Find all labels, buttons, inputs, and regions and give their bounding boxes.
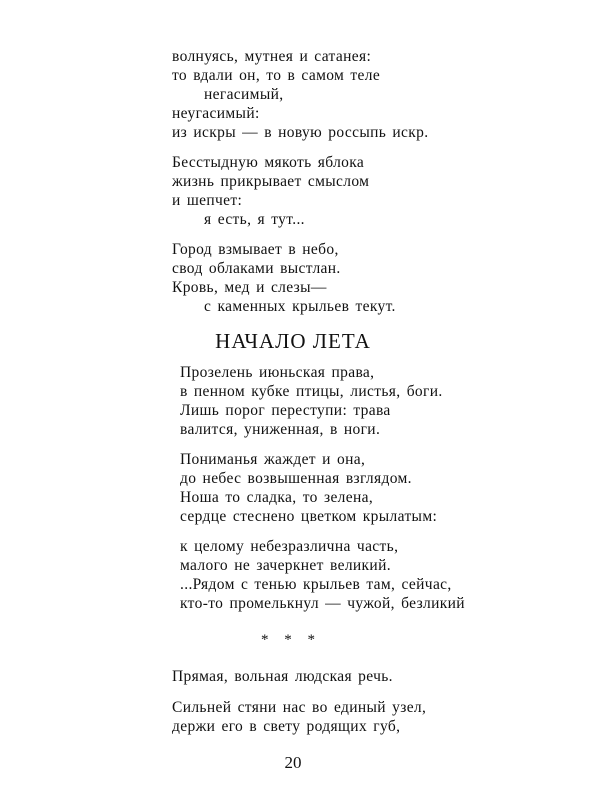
verse-line: Кровь, мед и слезы— (172, 279, 327, 296)
verse-line: Бесстыдную мякоть яблока (172, 154, 365, 171)
verse-line: Прозелень июньская права, (180, 364, 375, 381)
verse-line: сердце стеснено цветком крылатым: (180, 508, 438, 525)
verse-line: ...Рядом с тенью крыльев там, сейчас, (180, 576, 452, 593)
verse-line: негасимый, (204, 86, 284, 103)
verse-line: с каменных крыльев текут. (204, 298, 396, 315)
verse-line: кто-то промелькнул — чужой, безликий (180, 595, 465, 612)
verse-line: неугасимый: (172, 105, 260, 122)
verse-line: Город взмывает в небо, (172, 241, 339, 258)
verse-line: Ноша то сладка, то зелена, (180, 489, 374, 506)
verse-line: в пенном кубке птицы, листья, боги. (180, 383, 443, 400)
verse-line: Лишь порог переступи: трава (180, 402, 391, 419)
verse-line: Сильней стяни нас во единый узел, (172, 699, 427, 716)
section-separator: * * * (261, 632, 321, 648)
verse-line: волнуясь, мутнея и сатанея: (172, 48, 372, 65)
verse-line: к целому небезразлична часть, (180, 538, 399, 555)
verse-line: до небес возвышенная взглядом. (180, 470, 412, 487)
verse-line: свод облаками выстлан. (172, 260, 341, 277)
verse-line: Пониманья жаждет и она, (180, 451, 366, 468)
verse-line: из искры — в новую россыпь искр. (172, 124, 429, 141)
verse-line: жизнь прикрывает смыслом (172, 173, 370, 190)
poem-title: НАЧАЛО ЛЕТА (215, 329, 371, 353)
verse-line: то вдали он, то в самом теле (172, 67, 381, 84)
verse-line: Прямая, вольная людская речь. (172, 668, 393, 685)
verse-line: и шепчет: (172, 192, 243, 209)
verse-line: я есть, я тут... (204, 211, 305, 228)
verse-line: держи его в свету родящих губ, (172, 718, 401, 735)
verse-line: валится, униженная, в ноги. (180, 421, 381, 438)
page-number: 20 (284, 753, 302, 772)
verse-line: малого не зачеркнет великий. (180, 557, 391, 574)
